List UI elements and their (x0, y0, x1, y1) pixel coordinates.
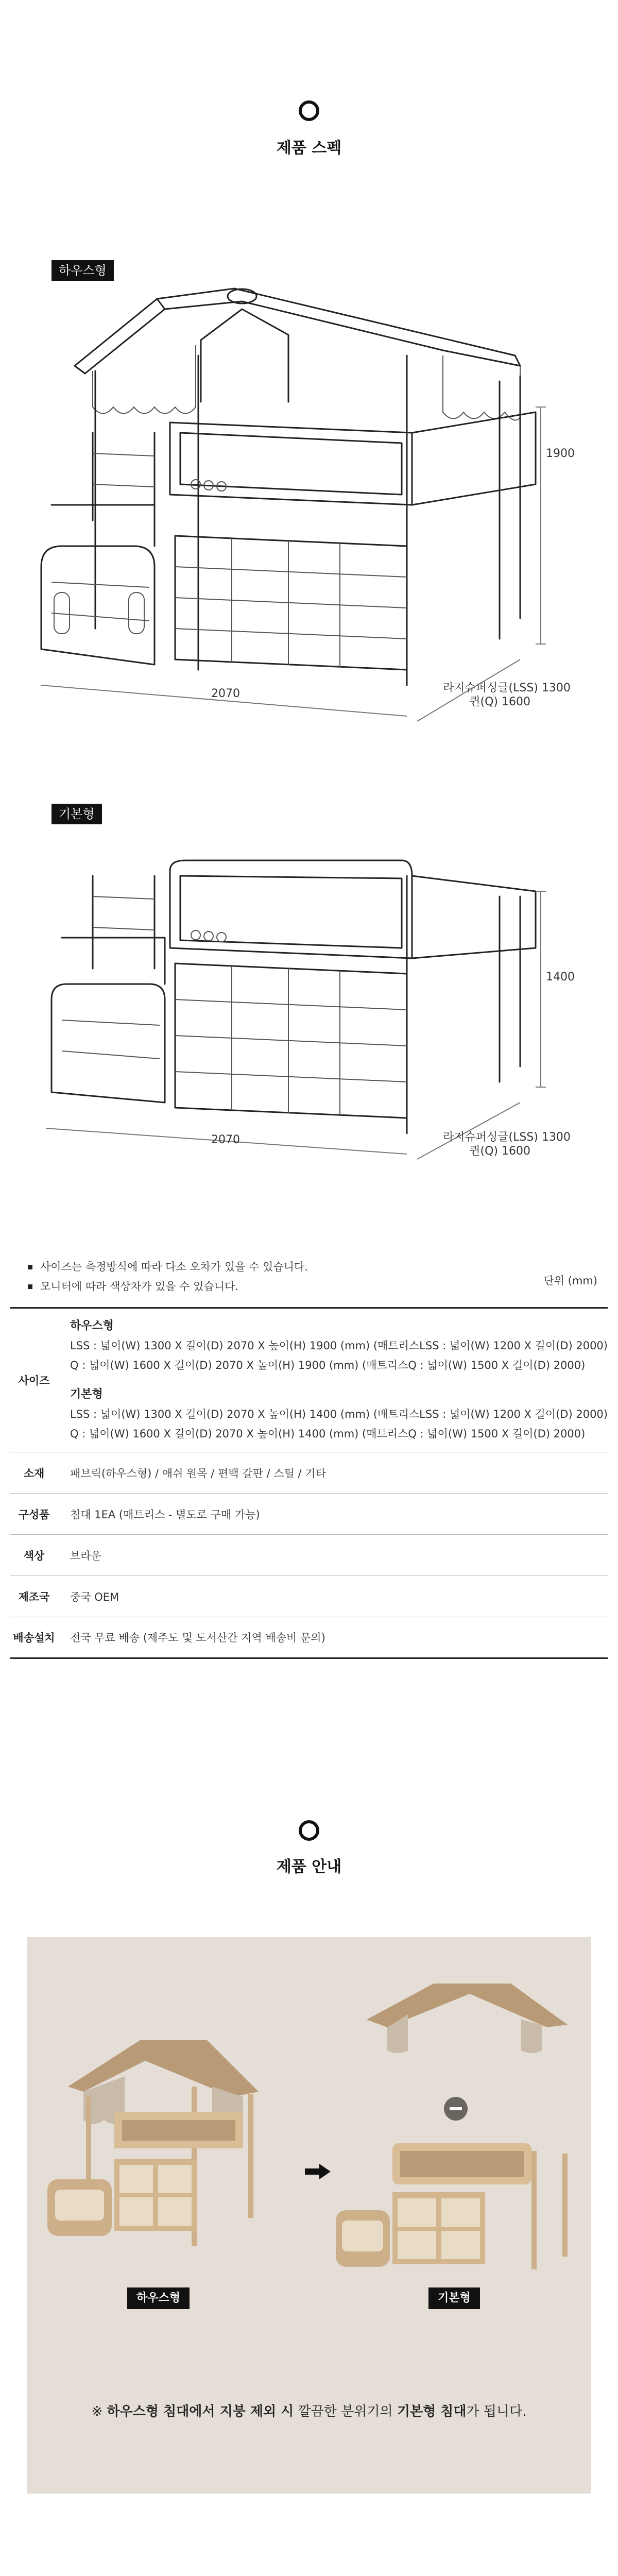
spec-row-delivery (10, 1617, 608, 1658)
minus-circle-icon (444, 2097, 468, 2121)
size-basic-lss: LSS : 넓이(W) 1300 X 길이(D) 2070 X 높이(H) 1400 (mm) (매트리스LSS : 넓이(W) 1200 X 길이(D) 2000) (70, 1408, 608, 1420)
house-type-tag: 하우스형 (52, 260, 114, 281)
house-height-label: 1900 (546, 447, 575, 460)
spec-key-size: 사이즈 (18, 1375, 50, 1387)
spec-section-title: 제품 스펙 (276, 139, 342, 157)
size-basic-heading: 기본형 (70, 1388, 103, 1401)
spec-key-color: 색상 (10, 1535, 58, 1576)
arrow-right-icon (305, 2164, 331, 2179)
size-basic-q: Q : 넓이(W) 1600 X 길이(D) 2070 X 높이(H) 1400 (mm) (매트리스Q : 넓이(W) 1500 X 길이(D) 2000) (70, 1428, 586, 1440)
spec-row-color (10, 1535, 608, 1576)
spec-key-components: 구성품 (10, 1494, 58, 1535)
basic-type-tag: 기본형 (52, 804, 102, 824)
spec-value-delivery: 전국 무료 배송 (제주도 및 도서산간 지역 배송비 문의) (58, 1617, 608, 1658)
spec-key-material: 소재 (10, 1452, 58, 1494)
spec-row-material (10, 1452, 608, 1494)
caption-bold-1: 하우스형 침대에서 지붕 제외 시 (107, 2404, 294, 2419)
guide-section-title: 제품 안내 (276, 1858, 342, 1876)
basic-type-badge: 기본형 (428, 2287, 480, 2309)
product-guide-panel (27, 1937, 591, 2494)
roof-part-photo (356, 1978, 573, 2056)
house-depth-q-label: 퀸(Q) 1600 (469, 696, 530, 708)
basic-depth-q-label: 퀸(Q) 1600 (469, 1145, 530, 1158)
basic-bed-photo (336, 2133, 578, 2277)
basic-width-label: 2070 (211, 1133, 240, 1146)
spec-key-origin: 제조국 (10, 1576, 58, 1617)
house-depth-lss-label: 라지슈퍼싱글(LSS) 1300 (443, 682, 571, 694)
note-size-tolerance: 사이즈는 측정방식에 따라 다소 오차가 있을 수 있습니다. (26, 1257, 597, 1277)
spec-value-size (58, 1308, 608, 1452)
spec-value-components: 침대 1EA (매트리스 - 별도로 구매 가능) (58, 1494, 608, 1535)
house-type-badge: 하우스형 (127, 2287, 190, 2309)
spec-row-origin (10, 1576, 608, 1617)
spec-value-origin: 중국 OEM (58, 1576, 608, 1617)
unit-label: 단위 (mm) (543, 1275, 597, 1287)
spec-key-delivery: 배송설치 (10, 1617, 58, 1658)
size-house-lss: LSS : 넓이(W) 1300 X 길이(D) 2070 X 높이(H) 1900 (mm) (매트리스LSS : 넓이(W) 1200 X 길이(D) 2000) (70, 1340, 608, 1352)
size-house-q: Q : 넓이(W) 1600 X 길이(D) 2070 X 높이(H) 1900 (mm) (매트리스Q : 넓이(W) 1500 X 길이(D) 2000) (70, 1359, 586, 1371)
spec-row-size (10, 1308, 608, 1452)
basic-depth-lss-label: 라지슈퍼싱글(LSS) 1300 (443, 1131, 571, 1144)
basic-bed-line-drawing (0, 845, 618, 1175)
caption-end: 가 됩니다. (466, 2404, 527, 2419)
guide-section-marker-icon (299, 1820, 319, 1841)
caption-middle: 깔끔한 분위기의 (294, 2404, 397, 2419)
spec-row-components (10, 1494, 608, 1535)
guide-caption (27, 2401, 591, 2420)
house-bed-line-drawing (0, 278, 618, 742)
spec-table (10, 1307, 608, 1659)
house-bed-photo (37, 2030, 279, 2251)
section-marker-icon (299, 100, 319, 121)
spec-value-color: 브라운 (58, 1535, 608, 1576)
size-house-heading: 하우스형 (70, 1319, 114, 1332)
spec-notes (26, 1257, 597, 1296)
spec-value-material: 패브릭(하우스형) / 애쉬 원목 / 편백 갈판 / 스틸 / 기타 (58, 1452, 608, 1494)
note-color-difference: 모니터에 따라 색상차가 있을 수 있습니다. (26, 1277, 597, 1296)
caption-prefix: ※ (91, 2404, 107, 2419)
caption-bold-2: 기본형 침대 (397, 2404, 467, 2419)
house-width-label: 2070 (211, 687, 240, 700)
basic-height-label: 1400 (546, 971, 575, 984)
